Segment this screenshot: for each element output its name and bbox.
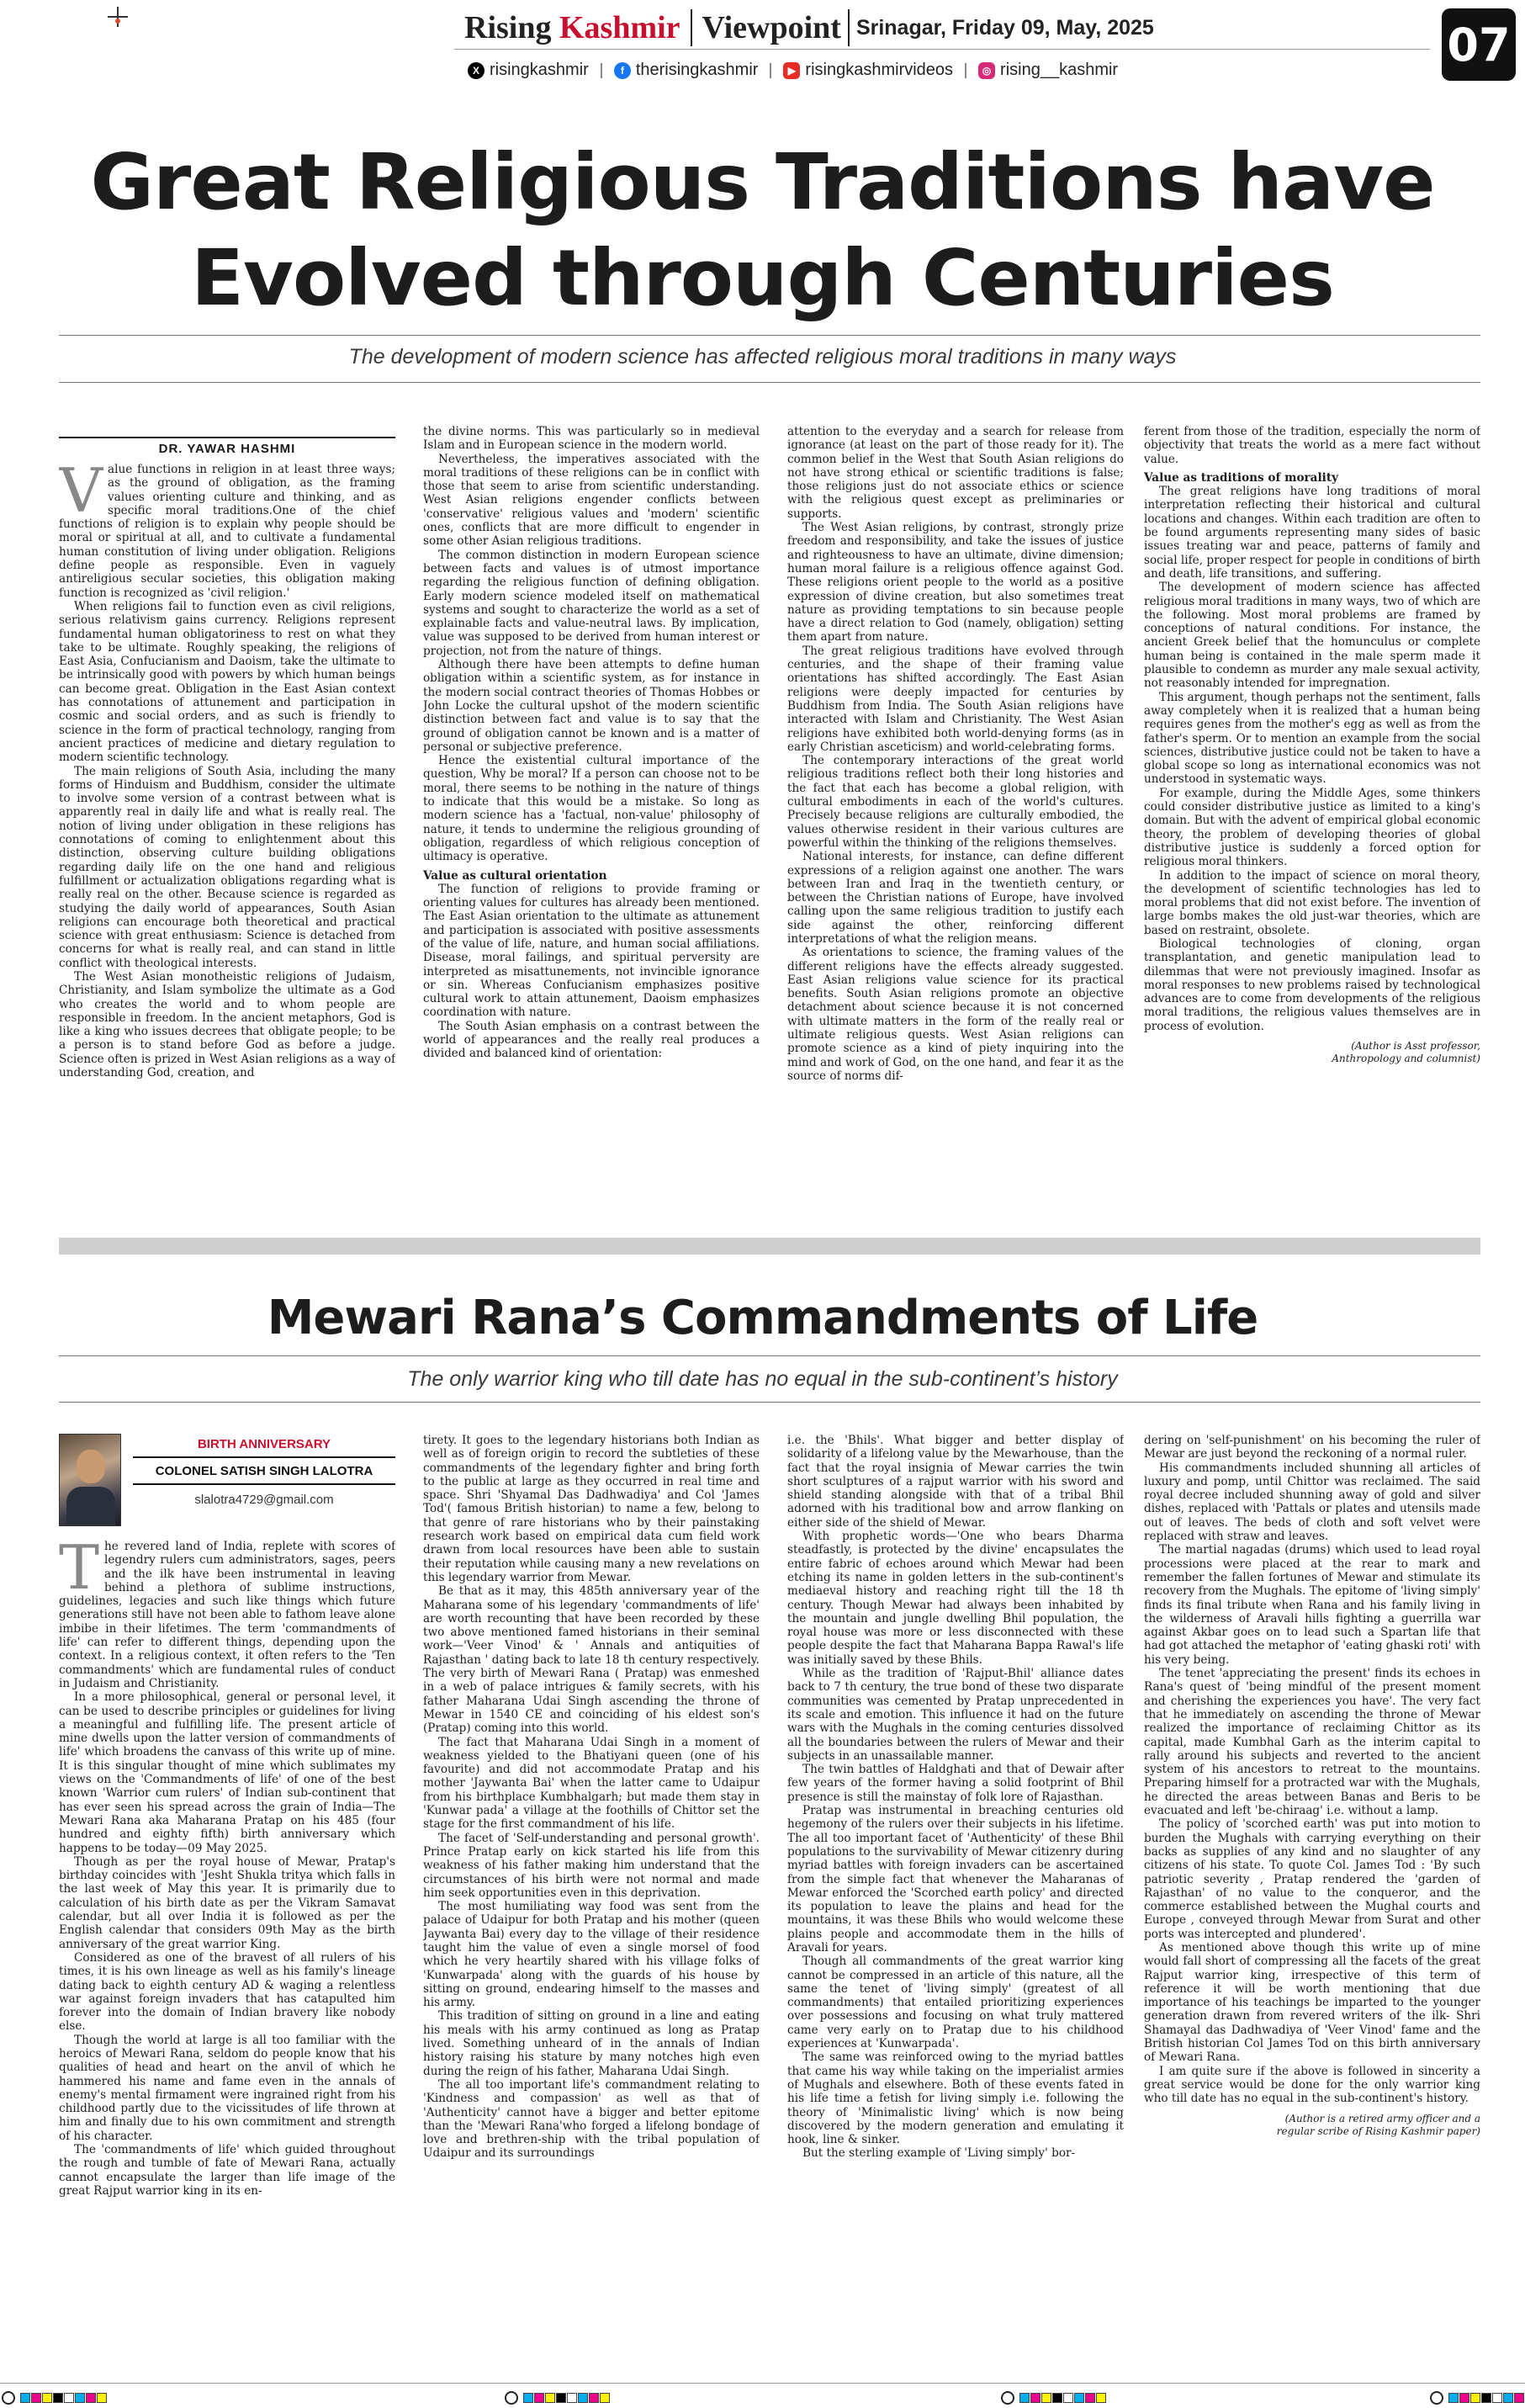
color-swatch: [523, 2393, 533, 2403]
article1-subhead: The development of modern science has affected religious moral traditions in many ways: [348, 345, 1177, 369]
masthead-divider-2: [848, 9, 850, 46]
registration-circle-icon: [2, 2391, 15, 2405]
social-x[interactable]: [468, 61, 589, 80]
paragraph: the divine norms. This was particularly so in medieval Islam and in European science in the modern world.: [423, 425, 760, 453]
youtube-icon: ▶: [783, 62, 800, 79]
registration-circle-icon: [505, 2391, 518, 2405]
article2-headline: Mewari Rana’s Commandments of Life: [267, 1291, 1258, 1345]
article2-subhead: The only warrior king who till date has no equal in the sub-continent’s history: [407, 1367, 1118, 1391]
article1-headline-line-2: Evolved through Centuries: [191, 233, 1334, 323]
article1-column-4: [1144, 425, 1480, 1220]
article1-headline: [0, 135, 1525, 326]
color-swatch: [1063, 2393, 1073, 2403]
section-divider-band: [59, 1238, 1480, 1254]
article1-column-3: [787, 425, 1124, 1220]
brand-part-1: Rising: [464, 10, 552, 45]
color-swatch: [1030, 2393, 1040, 2403]
color-swatch: [97, 2393, 107, 2403]
color-swatch: [567, 2393, 577, 2403]
paragraph: The main religions of South Asia, including the many forms of Hinduism and Buddhism, consider the ultimate to involve some version of a contrast between what is apparently real in daily life and what is really real. The notion of living under obligation in these religions has connotations of coming to enlightenment about this distinction, observing culture building obligations regarding daily life on the one hand and religious fulfillment or actualization obligations regarding what is really real on the other. Because science is regarded as studying the daily world of appearances, South Asian religions can encourage both theoretical and practical science with great enthusiasm: Science is detached from concerns for what is really real, and can stand in little conflict with theological interests.: [59, 764, 395, 970]
article1-byline: DR. YAWAR HASHMI: [59, 437, 395, 459]
paragraph: The 'commandments of life' which guided throughout the rough and tumble of fate of Mewari Rana, actually cannot encapsulate the larger than life image of the great Rajput warrior king in its en-: [59, 2143, 395, 2198]
paragraph: The West Asian monotheistic religions of Judaism, Christianity, and Islam symbolize the ultimate as a God who creates the world and to whom people are responsible in freedom. In the ancient metaphors, God is like a king who issues decrees that obligate people; to be a person is to stand before God as before a judge. Science often is prized in West Asian religions as a way of understanding God, creation, and: [59, 969, 395, 1080]
color-swatch: [534, 2393, 544, 2403]
registration-circle-icon: [1001, 2391, 1014, 2405]
brand-logo: [464, 9, 680, 46]
paragraph: Be that as it may, this 485th anniversary year of the Maharana some of his legendary 'commandments of life' are worth recounting that have been recorded by these two above mentioned famed historians in their seminal work—'Veer Vinod' & ' Annals and antiquities of Rajasthan ' dating back to late 18 th century respectively. The very birth of Mewari Rana ( Pratap) was enmeshed in a web of palace intrigues & family secrets, with his father Maharana Udai Singh ascending the throne of Mewar in 1540 CE and coinciding of his eldest son's (Pratap) coming into this world.: [423, 1584, 760, 1736]
author-credit: (Author is a retired army officer and a regular scribe of Rising Kashmir paper): [1276, 2112, 1480, 2137]
paragraph: The function of religions to provide framing or orienting values for cultures has already been mentioned. The East Asian orientation to the ultimate as attunement and participation is associated with positive assessments of the value of life, nature, and human social affiliations. Disease, moral failings, and spiritual perversity are interpreted as misattunements, not invincible ignorance or sin. Whereas Confucianism emphasizes positive cultural work to attain attunement, Daoism emphasizes coordination with nature.: [423, 882, 760, 1020]
color-swatch: [53, 2393, 63, 2403]
registration-mark-icon: [108, 7, 128, 27]
paragraph: This argument, though perhaps not the sentiment, falls away completely when it is realized that a human being requires genes from the mother's egg as well as from the father's sperm. Or to mention an example from the social sciences, distributive justice could not be taken to have a global scope so long as international economics was not understood in systematic ways.: [1144, 690, 1480, 787]
paragraph: The martial nagadas (drums) which used to lead royal processions were placed at the rear to mark and remember the fallen fortunes of Mewar and stimulate its recovery from the Mughals. The epitome of 'living simply' finds its final tribute when Rana and his family living in the wilderness of Aravali hills fighting a guerrilla war against Akbar goes on to lead such a Spartan life that had got attached the metaphor of 'eating ghaski roti' with his very being.: [1144, 1543, 1480, 1667]
author-credit: (Author is Asst professor, Anthropology and columnist): [1332, 1040, 1480, 1065]
author-box: [59, 1434, 395, 1530]
color-swatch: [1019, 2393, 1030, 2403]
article1-headline-rule: [59, 335, 1480, 336]
article2-column-2: [423, 1434, 760, 2373]
color-swatch: [1470, 2393, 1480, 2403]
color-swatch: [589, 2393, 599, 2403]
color-swatch: [1041, 2393, 1051, 2403]
masthead: [464, 7, 1154, 49]
color-swatch: [20, 2393, 30, 2403]
article1-headline-line-1: Great Religious Traditions have: [90, 137, 1435, 227]
color-swatch: [1096, 2393, 1106, 2403]
paragraph: tirety. It goes to the legendary historians both Indian as well as of foreign origin to record the subtleties of these commandments of the legendary fighter and bring forth to the public at large as they occurred in real time and space. Shri 'Shyamal Das Dadhwadiya' and Col 'James Tod'( famous British historian) to name a few, belong to that genre of rare historians who by their painstaking research work based on empirical data cum field work drawn from local resources have been able to sustain their reputation while causing many a new revelations on this legendary warrior from Mewar.: [423, 1434, 760, 1584]
paragraph: he revered land of India, replete with scores of legendry rulers cum administrators, sages, peers and the ilk have been instrumental in leaving behind a plethora of sublime instructions, guidelines, legacies and such like things which future generations still have not been able to fathom leave alone imbibe in their lifetimes. The term 'commandments of life' can refer to different things, depending upon the context. In a religious context, it often refers to the 'Ten commandments' which are fundamental rules of conduct in Judaism and Christianity.: [59, 1540, 395, 1690]
social-handle: risingkashmirvideos: [805, 61, 954, 79]
paragraph: Hence the existential cultural importance of the question, Why be moral? If a person can choose not to be moral, there seems to be nothing in the nature of things to indicate that this would be a mistake. So long as modern science has a 'factual, non-value' philosophy of nature, it tends to undermine the religious grounding of obligation, regardless of which religious conception of ultimacy is operative.: [423, 754, 760, 864]
color-swatch: [1052, 2393, 1062, 2403]
registration-circle-icon: [1430, 2391, 1443, 2405]
color-swatch: [86, 2393, 96, 2403]
paragraph: While as the tradition of 'Rajput-Bhil' alliance dates back to 7 th century, the true bond of these two disparate communities was cemented by Pratap unprecedented in its scale and emotion. This influence it had on the future wars with the Mughals in the coming centuries dissolved all the boundaries between the rulers of Mewar and their subjects in an unassailable manner.: [787, 1667, 1124, 1763]
color-swatch: [31, 2393, 41, 2403]
paragraph: The South Asian emphasis on a contrast between the world of appearances and the really real produces a divided and balanced kind of orientation:: [423, 1019, 760, 1061]
paragraph: The facet of 'Self-understanding and personal growth'. Prince Pratap early on kick started his life from this weakness of his father making him understand that the circumstances of his birth were not normal and made him seek opportunities even in this deprivation.: [423, 1831, 760, 1900]
column-tag: BIRTH ANNIVERSARY: [133, 1437, 395, 1458]
paragraph: In addition to the impact of science on moral theory, the development of scientific technologies has led to moral problems that did not exist before. The invention of large bombs makes the old just-war theories, which are based on restraint, obsolete.: [1144, 868, 1480, 937]
color-swatch: [600, 2393, 610, 2403]
paragraph: The tenet 'appreciating the present' finds its echoes in Rana's quest of 'being mindful of the present moment and cherishing the experiences you have'. The very fact that he immediately on ascending the throne of Mewar realized the importance of reclaiming Chittor as its capital, made Kumbhal Garh as the interim capital to rally around his subjects and reverted to the ancient system of his ancestors to retreat to the mountains. Preparing himself for a protracted war with the Mughals, he directed the areas between Banas and Beris to be evacuated and left 'be-chiraag' i.e. without a lamp.: [1144, 1667, 1480, 1818]
paragraph: His commandments included shunning all articles of luxury and pomp, until Chittor was reclaimed. The said royal decree included shunning away of gold and silver dishes, replaced with 'Pattals or plates and utensils made out of leaves. The beds of cloth and soft velvet were replaced with straw and leaves.: [1144, 1461, 1480, 1544]
color-swatch: [578, 2393, 588, 2403]
print-color-bar: [0, 2386, 1525, 2408]
paragraph: Though as per the royal house of Mewar, Pratap's birthday coincides with 'Jesht Shukla tritya which falls in the last week of May this year. It is primarily due to calculation of his birth date as per the Vikram Samavat calendar, but all over India it is followed as per the English calendar that considers 09th May as the birth anniversary of the great warrior King.: [59, 1854, 395, 1951]
color-swatch: [556, 2393, 566, 2403]
paragraph: The common distinction in modern European science between facts and values is of utmost importance regarding the religious function of defining obligation. Early modern science modeled itself on mathematical systems and sought to characterize the world as a set of explainable facts and value-neutral laws. By implication, value was supposed to be derived from human interest or projection, not from the nature of things.: [423, 548, 760, 658]
color-swatch: [1459, 2393, 1469, 2403]
social-youtube[interactable]: [783, 61, 953, 80]
page-number-badge: 07: [1442, 8, 1516, 81]
brand-part-2: Kashmir: [559, 10, 680, 45]
paragraph: The all too important life's commandment relating to 'Kindness and compassion' as well as that of 'Authenticity' cannot have a bigger and better epitome than the 'Mewari Rana'who forged a lifelong bondage of love and brethren-ship with the tribal population of Udaipur and its surroundings: [423, 2077, 760, 2161]
paragraph: Though all commandments of the great warrior king cannot be compressed in an article of this nature, all the same the tenet of 'living simply' (greatest of all commandments) that entailed prioritizing experiences over possessions and focusing on what truly mattered came very early on to Pratap due to his childhood experiences at 'Kunwarpada'.: [787, 1955, 1124, 2051]
article2-column-3: [787, 1434, 1124, 2373]
paragraph: alue functions in religion in at least three ways; as the ground of obligation, as the framing values orienting culture and thinking, and as specific moral traditions.One of the chief functions of religion is to explain why people should be moral or spiritual at all, and to cultivate a fundamental human constitution of living under obligation. Religions define people as responsible. Even in vaguely antireligious secular societies, this obligation making function is recognized as 'civil religion.': [59, 463, 395, 600]
color-swatch: [1503, 2393, 1513, 2403]
article2-column-4: [1144, 1434, 1480, 2373]
social-divider: [601, 63, 602, 78]
paragraph: attention to the everyday and a search for release from ignorance (at least on the part of those ready for it). The common belief in the West that South Asian religions do not have strong ethical or scientific traditions is false; those religions just do not associate ethics or science with the religious quest except as preliminaries or supports.: [787, 425, 1124, 521]
article2-column-1: [59, 1540, 395, 2373]
color-swatch: [1448, 2393, 1459, 2403]
color-swatch: [64, 2393, 74, 2403]
section-subheading: Value as cultural orientation: [423, 868, 607, 883]
x-icon: X: [468, 62, 485, 79]
paragraph: ferent from those of the tradition, especially the norm of objectivity that treats the world as a mere fact without value.: [1144, 425, 1480, 466]
social-handle: therisingkashmir: [635, 61, 759, 79]
paragraph: When religions fail to function even as civil religions, serious relativism gains currency. Religions represent fundamental human obligatoriness to rest on what they take to be ultimate. Roughly speaking, the religions of East Asia, Confucianism and Daoism, take the ultimate to be intrinsically good with powers by which human beings can become great. Obligation in the East Asian context has connotations of attunement and participation in cosmic and social orders, and as such is friendly to science in the form of practical technology, ranging from ancient practices of medicine and dietary regulation to modern scientific technology.: [59, 599, 395, 765]
facebook-icon: f: [614, 62, 631, 79]
footer-rule: [0, 2383, 1525, 2384]
social-instagram[interactable]: [978, 61, 1118, 80]
paragraph: dering on 'self-punishment' on his becoming the ruler of Mewar are just beyond the reckoning of a normal ruler.: [1144, 1434, 1480, 1461]
paragraph: The great religions have long traditions of moral interpretation reflecting their historical and cultural locations and changes. Within each tradition are often to be found arguments representing many sides of basic issues treating war and peace, patterns of family and social life, proper respect for people in conditions of birth and death, life transitions, and suffering.: [1144, 485, 1480, 581]
paragraph: Nevertheless, the imperatives associated with the moral traditions of these religions can be in conflict with those that seem to arise from scientific understanding. West Asian religions engender conflicts between 'conservative' religious values and 'modern' scientific ones, conflicts that are more difficult to engender in some other Asian religious traditions.: [423, 452, 760, 549]
paragraph: The West Asian religions, by contrast, strongly prize freedom and responsibility, and take the issues of justice and righteousness to have an ultimate, divine dimension; human moral failure is a religious offence against God. These religions orient people to the world as a positive expression of divine creation, but also sometimes treat nature as providing temptations to sin because people have a direct relation to God (namely, obligation) setting them apart from nature.: [787, 521, 1124, 644]
color-swatch: [75, 2393, 85, 2403]
social-divider: [770, 63, 771, 78]
paragraph: Pratap was instrumental in breaching centuries old hegemony of the rulers over their subjects in his lifetime. The all too important facet of 'Authenticity' of these Bhil populations to the survivability of Mewar citizenry during myriad battles with foreign invaders can be ascertained from the simple fact that whenever the Maharanas of Mewar enforced the 'Scorched earth policy' and directed its population to leave the plains and head for the mountains, it was these Bhils who would welcome these plains people and accommodate them in the hills of Aravali for years.: [787, 1804, 1124, 1955]
social-divider: [965, 63, 966, 78]
paragraph: For example, during the Middle Ages, some thinkers could consider distributive justice as limited to a king's domain. But with the advent of empirical global economic theory, the problem of developing theories of global distributive justice is suddenly a forced option for religious moral thinkers.: [1144, 786, 1480, 869]
color-swatch: [1074, 2393, 1084, 2403]
social-links: [468, 61, 1130, 80]
social-handle: risingkashmir: [490, 61, 589, 79]
color-swatch: [1514, 2393, 1524, 2403]
article1-column-2: [423, 425, 760, 1220]
paragraph: The great religious traditions have evolved through centuries, and the shape of their framing value orientations has shifted accordingly. The East Asian religions were deeply impacted for centuries by Buddhism from India. The South Asian religions have interacted with Islam and Christianity. The West Asian religions have exhibited both world-denying forms (as in early Christian asceticism) and world-celebrating forms.: [787, 644, 1124, 754]
color-swatch: [1492, 2393, 1502, 2403]
color-swatch: [1085, 2393, 1095, 2403]
paragraph: But the sterling example of 'Living simply' bor-: [802, 2146, 1076, 2161]
color-swatch: [545, 2393, 555, 2403]
instagram-icon: ◎: [978, 62, 995, 79]
paragraph: The policy of 'scorched earth' was put into motion to burden the Mughals with carrying everything on their backs as supplies of any kind and no slaughter of any citizens of his state. To quote Col. James Tod : 'By such patriotic severity , Pratap rendered the 'garden of Rajasthan' of no value to the conqueror, and the commerce established between the Mughal courts and Europe , conveyed through Mewar from Surat and other ports was intercepted and plundered'.: [1144, 1817, 1480, 1941]
paragraph: The twin battles of Haldghati and that of Dewair after few years of the former having a solid footprint of Bhil presence is still the mainstay of folk lore of Rajasthan.: [787, 1763, 1124, 1804]
paragraph: Biological technologies of cloning, organ transplantation, and genetic manipulation lead to dilemmas that were not previously imagined. Insofar as moral responses to new problems raised by technological advances are to come from developments of the religious moral traditions, the religious values themselves are in process of evolution.: [1144, 936, 1480, 1033]
social-handle: rising__kashmir: [1000, 61, 1119, 79]
color-swatch: [1481, 2393, 1491, 2403]
article1-dropcap: V: [59, 463, 103, 526]
masthead-rule: [454, 49, 1430, 50]
paragraph: As mentioned above though this write up of mine would fall short of compressing all the facets of the great Rajput warrior king, irrespective of this term of reference it will be worth mentioning that due importance of his teachings be imparted to the younger generation drawn from revered writers of the ilk- Shri Shamayal das Dadhwadiya of 'Veer Vinod' fame and the British historian Col James Tod on this birth anniversary of Mewari Rana.: [1144, 1940, 1480, 2065]
paragraph: The contemporary interactions of the great world religious traditions reflect both their long histories and the fact that each has become a global religion, with cultural embodiments in each of the world's cultures. Precisely because religions are culturally embodied, the values otherwise resident in their various cultures are powerful within the thinking of the religions themselves.: [787, 754, 1124, 850]
paragraph: In a more philosophical, general or personal level, it can be used to describe principles or guidelines for living a meaningful and fulfilling life. The present article of mine dwells upon the latter version of commandments of life' which broadens the canvass of this write up of mine. It is this singular thought of mine which sublimates my views on the 'Commandments of life' of one of the best known 'Warrior cum rulers' of Indian sub-continent that has ever seen his spread across the grain of India—The Mewari Rana aka Maharana Pratap on his 485 (four hundred and eighty fifth) birth anniversary which happens to be today—09 May 2025.: [59, 1690, 395, 1855]
color-swatch: [42, 2393, 52, 2403]
section-name: Viewpoint: [702, 10, 841, 45]
social-facebook[interactable]: [614, 61, 759, 80]
paragraph: I am quite sure if the above is followed in sincerity a great service would be done for the only warrior king who till date has no equal in the sub-continent's history.: [1144, 2064, 1480, 2106]
article2-subhead-rule: [59, 1402, 1480, 1403]
avatar: [59, 1434, 121, 1526]
article1-subhead-rule: [59, 382, 1480, 383]
paragraph: National interests, for instance, can define different expressions of a religion against one another. The wars between Iran and Iraq in the twentieth century, or between the Christian nations of Europe, have involved calling upon the same religious tradition to justify each side against the other, reinforcing different interpretations of what the religion means.: [787, 850, 1124, 946]
article1-column-1: [59, 463, 395, 1220]
article2-headline-rule: [59, 1355, 1480, 1356]
paragraph: Although there have been attempts to define human obligation within a scientific system, as for instance in the modern social contract theories of Thomas Hobbes or John Locke the cultural upshot of the modern scientific distinction between fact and value is to say that the ground of obligation cannot be known and is a matter of personal or subjective preference.: [423, 658, 760, 754]
masthead-divider: [691, 9, 692, 46]
paragraph: Though the world at large is all too familiar with the heroics of Mewari Rana, seldom do people know that his qualities of head and heart on the anvil of which he hammered his name and fame even in the annals of enemy's mental firmament were ingrained right from his childhood partly due to the vicissitudes of life thrown at him and finally due to his own commitment and strength of his character.: [59, 2033, 395, 2143]
paragraph: The development of modern science has affected religious moral traditions in many ways, two of which are the following. Most moral problems are framed by conceptions of natural conditions. For instance, the ancient Greek belief that the homunculus or complete human being is contained in the male sperm made it plausible to condemn as murder any male sexual activity, not reasonably intended for impregnation.: [1144, 581, 1480, 691]
paragraph: Considered as one of the bravest of all rulers of his times, it is his own lineage as well as his family's lineage dating back to eighth century AD & waging a relentless war against foreign invaders that has catapulted him forever into the domain of Indian bravery like nobody else.: [59, 1950, 395, 2034]
paragraph: As orientations to science, the framing values of the different religions have the effects already suggested. East Asian religions value science for its practical benefits. South Asian religions promote an objective detachment about science because it is not concerned with ultimate matters in the form of the really real or ultimate religious quests. West Asian religions can promote science as a kind of piety inquiring into the mind and work of God, on the one hand, and fear it as the source of norms dif-: [787, 946, 1124, 1083]
paragraph: The same was reinforced owing to the myriad battles that came his way while taking on the imperialist armies of Mughals and elsewhere. Both of these events fated in his life time a fetish for living simply i.e. following the theory of 'Minimalistic living' which is now being discovered by the modern generation and emulating it hook, line & sinker.: [787, 2050, 1124, 2147]
author-name: COLONEL SATISH SINGH LALOTRA: [133, 1464, 395, 1485]
paragraph: This tradition of sitting on ground in a line and eating his meals with his army continued as long as Pratap lived. Something unheard of in the annals of Indian history raising his stature by many notches high even during the reign of his father, Maharana Udai Singh.: [423, 2009, 760, 2078]
paragraph: i.e. the 'Bhils'. What bigger and better display of solidarity of a lifelong value by the Mewarhouse, than the fact that the royal insignia of Mewar carries the twin short sculptures of a rajput warrior with his sword and shield standing alongside with that of a tribal Bhil adorned with his traditional bow and arrow flanking on either side of the shield of Mewar.: [787, 1434, 1124, 1530]
article2-dropcap: T: [59, 1540, 100, 1603]
paragraph: The fact that Maharana Udai Singh in a moment of weakness yielded to the Bhatiyani queen (one of his favourite) and did not accommodate Pratap and his mother 'Jaywanta Bai' when the latter came to Udaipur from his birthplace Kumbhalgarh; but made them stay in 'Kunwar pada' a village at the foothills of Chittor set the stage for the first commandment of his life.: [423, 1735, 760, 1832]
paragraph: With prophetic words—'One who bears Dharma steadfastly, is protected by the divine' encapsulates the entire fabric of echoes around which Mewar had been etching its name in golden letters in the sub-continent's mediaeval history and reaching right till the 18 th century. Though Mewar had always been inhabited by the mountain and jungle dwelling Bhil population, the royal house was more or less disconnected with these people despite the fact that Maharana Bappa Rawal's life was initially saved by these Bhils.: [787, 1530, 1124, 1667]
issue-date: Srinagar, Friday 09, May, 2025: [855, 15, 1154, 40]
paragraph: The most humiliating way food was sent from the palace of Udaipur for both Pratap and his mother (queen Jaywanta Bai) every day to the village of their residence taught him the value of even a single morsel of food which he very heartily shared with his village folks of 'Kunwarpada' along with the guards of his house by sitting on ground, endearing himself to the masses and his army.: [423, 1900, 760, 2010]
section-subheading: Value as traditions of morality: [1144, 470, 1339, 485]
author-email[interactable]: slalotra4729@gmail.com: [194, 1493, 334, 1507]
